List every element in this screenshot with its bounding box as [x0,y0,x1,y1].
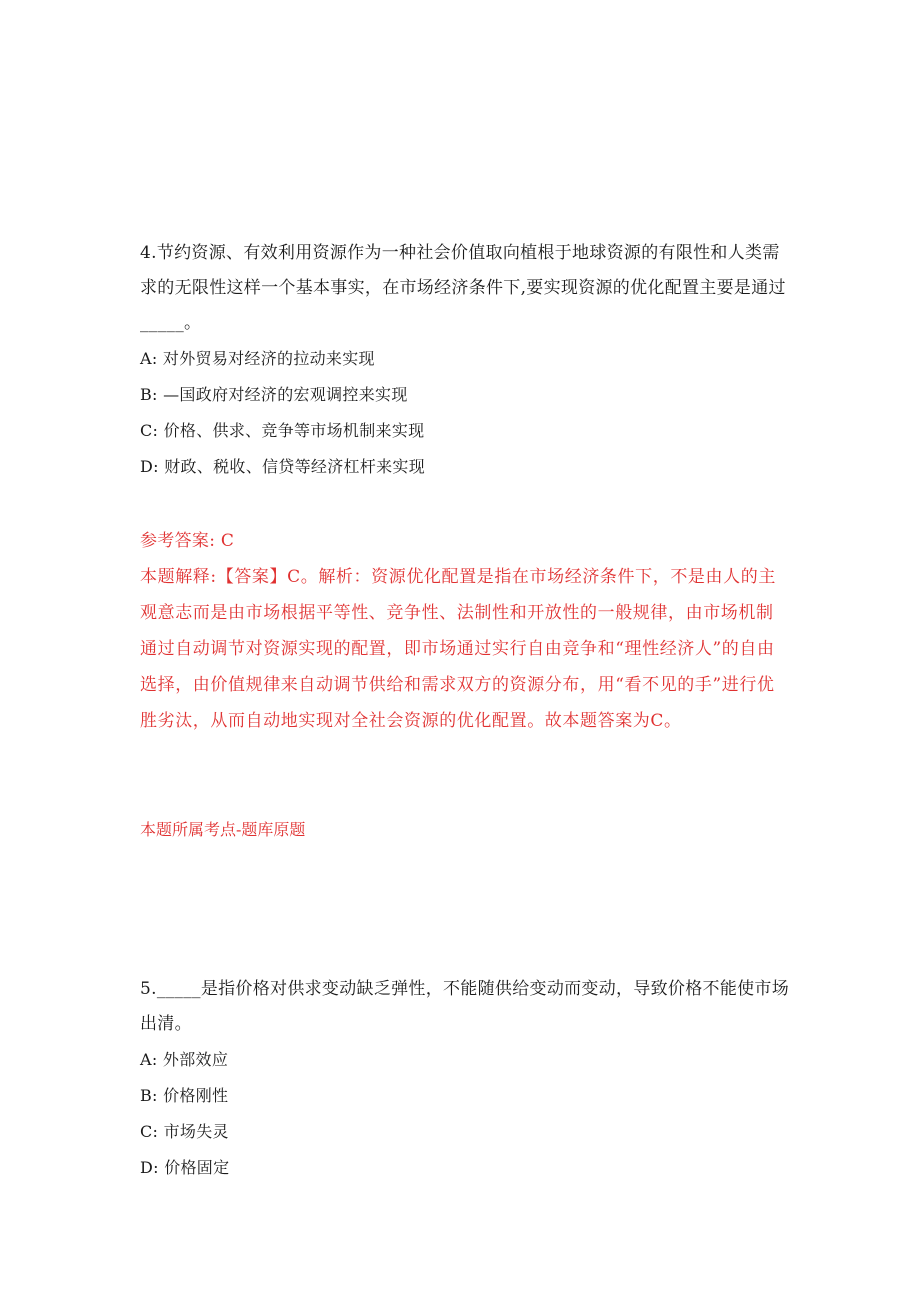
question-5 [140,972,790,1186]
answer-block [140,524,790,739]
question-4-option-c: C: 价格、供求、竞争等市场机制来实现 [140,421,425,440]
question-4-option-d: D: 财政、税收、信贷等经济杠杆来实现 [140,457,426,476]
question-4 [140,236,790,485]
question-5-option-a: A: 外部效应 [140,1050,229,1069]
reference-answer: 参考答案: C [140,531,235,551]
topic-label: 本题所属考点-题库原题 [140,820,306,839]
question-4-option-b: B: —国政府对经济的宏观调控来实现 [140,385,408,404]
question-5-option-b: B: 价格刚性 [140,1086,229,1105]
question-4-option-a: A: 对外贸易对经济的拉动来实现 [140,349,375,368]
question-5-option-d: D: 价格固定 [140,1158,230,1177]
question-5-text: 5._____是指价格对供求变动缺乏弹性，不能随供给变动而变动，导致价格不能使市场出清。 [140,979,790,1034]
answer-explanation: 本题解释:【答案】C。解析：资源优化配置是指在市场经济条件下，不是由人的主观意志而是由市场根据平等性、竞争性、法制性和开放性的一般规律，由市场机制通过自动调节对资源实现的配置，即市场通过实行自由竞争和“理性经济人”的自由选择，由价值规律来自动调节供给和需求双方的资源分布，用“看不见的手”进行优胜劣汰，从而自动地实现对全社会资源的优化配置。故本题答案为C。 [140,567,776,731]
question-5-option-c: C: 市场失灵 [140,1122,229,1141]
question-4-text: 4.节约资源、有效利用资源作为一种社会价值取向植根于地球资源的有限性和人类需求的无限性这样一个基本事实，在市场经济条件下,要实现资源的优化配置主要是通过_____。 [140,243,786,333]
